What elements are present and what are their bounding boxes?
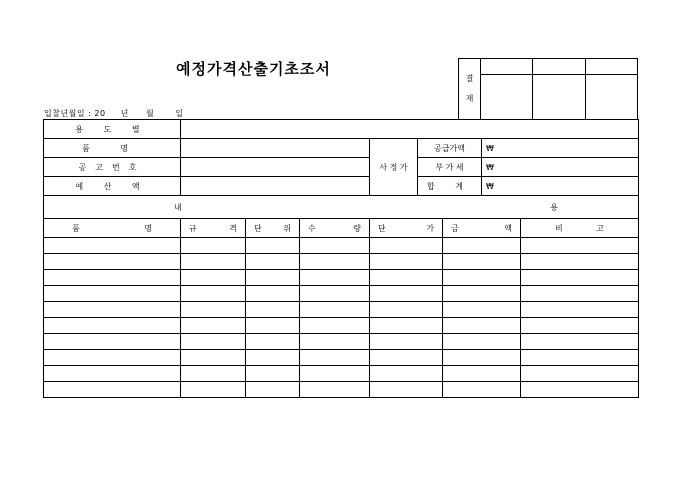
- table-cell[interactable]: [300, 382, 370, 398]
- table-cell[interactable]: [521, 318, 639, 334]
- col-amount: 금 액: [443, 219, 521, 238]
- table-cell[interactable]: [44, 382, 181, 398]
- notice-number-field[interactable]: [181, 158, 370, 177]
- table-cell[interactable]: [181, 334, 246, 350]
- table-cell[interactable]: [181, 350, 246, 366]
- table-row: [44, 334, 639, 350]
- table-cell[interactable]: [521, 302, 639, 318]
- table-cell[interactable]: [521, 350, 639, 366]
- table-cell[interactable]: [300, 270, 370, 286]
- table-cell[interactable]: [44, 238, 181, 254]
- table-cell[interactable]: [44, 318, 181, 334]
- table-cell[interactable]: [181, 366, 246, 382]
- bid-date-line: [44, 108, 185, 119]
- table-row: [44, 302, 639, 318]
- table-cell[interactable]: [246, 318, 300, 334]
- estimate-table: [43, 119, 639, 398]
- table-cell[interactable]: [370, 270, 443, 286]
- table-cell[interactable]: [300, 238, 370, 254]
- table-row: [44, 350, 639, 366]
- approval-header-cell[interactable]: [481, 59, 533, 75]
- table-cell[interactable]: [181, 382, 246, 398]
- bid-date-year: 년: [120, 109, 129, 118]
- table-cell[interactable]: [370, 302, 443, 318]
- content-header: [44, 196, 639, 219]
- col-unit: 단 위: [246, 219, 300, 238]
- table-cell[interactable]: [521, 334, 639, 350]
- table-cell[interactable]: [246, 334, 300, 350]
- table-row: [44, 318, 639, 334]
- table-row: [44, 366, 639, 382]
- approval-box: [458, 58, 638, 120]
- table-cell[interactable]: [181, 238, 246, 254]
- table-cell[interactable]: [521, 254, 639, 270]
- approval-header-cell[interactable]: [585, 59, 637, 75]
- table-cell[interactable]: [370, 318, 443, 334]
- total-label: 합 계: [418, 177, 482, 196]
- col-item-name: 품 명: [44, 219, 181, 238]
- table-cell[interactable]: [521, 238, 639, 254]
- table-cell[interactable]: [246, 270, 300, 286]
- supply-amount-label: 공급가액: [418, 139, 482, 158]
- table-cell[interactable]: [181, 270, 246, 286]
- budget-label: 예 산 액: [44, 177, 181, 196]
- table-cell[interactable]: [370, 366, 443, 382]
- table-cell[interactable]: [300, 318, 370, 334]
- approval-label: [459, 59, 481, 120]
- table-cell[interactable]: [246, 254, 300, 270]
- table-cell[interactable]: [44, 302, 181, 318]
- table-row: [44, 382, 639, 398]
- table-cell[interactable]: [370, 382, 443, 398]
- estimate-label: 사 정 가: [370, 139, 418, 196]
- table-cell[interactable]: [521, 286, 639, 302]
- table-cell[interactable]: [370, 350, 443, 366]
- col-remarks: 비 고: [521, 219, 639, 238]
- item-name-field[interactable]: [181, 139, 370, 158]
- table-cell[interactable]: [443, 254, 521, 270]
- bid-date-prefix: 입찰년월일 : 20: [44, 109, 106, 118]
- content-header-left: 내: [174, 202, 182, 212]
- table-cell[interactable]: [181, 254, 246, 270]
- approval-sign-cell[interactable]: [481, 75, 533, 120]
- table-cell[interactable]: [443, 238, 521, 254]
- bid-date-day: 일: [175, 109, 184, 118]
- table-cell[interactable]: [443, 334, 521, 350]
- table-row: [44, 254, 639, 270]
- table-cell[interactable]: [246, 286, 300, 302]
- table-row: [44, 286, 639, 302]
- table-cell[interactable]: [44, 286, 181, 302]
- table-cell[interactable]: [443, 366, 521, 382]
- bid-date-month: 월: [145, 109, 155, 118]
- table-cell[interactable]: [44, 334, 181, 350]
- table-cell[interactable]: [300, 350, 370, 366]
- table-cell[interactable]: [246, 350, 300, 366]
- table-cell[interactable]: [44, 366, 181, 382]
- approval-header-cell[interactable]: [533, 59, 585, 75]
- table-cell[interactable]: [443, 286, 521, 302]
- table-cell[interactable]: [300, 254, 370, 270]
- notice-number-label: 공고번호: [44, 158, 181, 177]
- table-cell[interactable]: [246, 302, 300, 318]
- table-row: [44, 270, 639, 286]
- table-cell[interactable]: [443, 302, 521, 318]
- table-cell[interactable]: [521, 366, 639, 382]
- table-cell[interactable]: [181, 318, 246, 334]
- item-name-label: 품 명: [44, 139, 181, 158]
- approval-sign-cell[interactable]: [585, 75, 637, 120]
- approval-label-1: 결: [465, 74, 474, 83]
- table-cell[interactable]: [370, 286, 443, 302]
- table-cell[interactable]: [300, 334, 370, 350]
- budget-field[interactable]: [181, 177, 370, 196]
- purpose-field[interactable]: [181, 120, 639, 139]
- table-cell[interactable]: [181, 302, 246, 318]
- vat-label: 부 가 세: [418, 158, 482, 177]
- col-unit-price: 단 가: [370, 219, 443, 238]
- table-cell[interactable]: [246, 238, 300, 254]
- table-cell[interactable]: [521, 270, 639, 286]
- col-quantity: 수 량: [300, 219, 370, 238]
- table-cell[interactable]: [443, 270, 521, 286]
- table-cell[interactable]: [521, 382, 639, 398]
- col-spec: 규 격: [181, 219, 246, 238]
- table-cell[interactable]: [246, 366, 300, 382]
- total-value[interactable]: ₩: [482, 177, 639, 196]
- table-cell[interactable]: [246, 382, 300, 398]
- supply-amount-value[interactable]: ₩: [482, 139, 639, 158]
- purpose-label: 용 도 별: [44, 120, 181, 139]
- table-cell[interactable]: [370, 334, 443, 350]
- table-cell[interactable]: [443, 318, 521, 334]
- table-cell[interactable]: [300, 302, 370, 318]
- approval-label-2: 재: [465, 94, 474, 103]
- document-title: 예정가격산출기초조서: [176, 60, 331, 78]
- approval-sign-cell[interactable]: [533, 75, 585, 120]
- table-cell[interactable]: [300, 286, 370, 302]
- table-cell[interactable]: [300, 366, 370, 382]
- table-cell[interactable]: [181, 286, 246, 302]
- table-cell[interactable]: [44, 270, 181, 286]
- content-header-right: 용: [550, 202, 558, 212]
- table-cell[interactable]: [443, 350, 521, 366]
- table-row: [44, 238, 639, 254]
- table-cell[interactable]: [443, 382, 521, 398]
- table-cell[interactable]: [370, 238, 443, 254]
- table-cell[interactable]: [370, 254, 443, 270]
- table-cell[interactable]: [44, 254, 181, 270]
- table-cell[interactable]: [44, 350, 181, 366]
- vat-value[interactable]: ₩: [482, 158, 639, 177]
